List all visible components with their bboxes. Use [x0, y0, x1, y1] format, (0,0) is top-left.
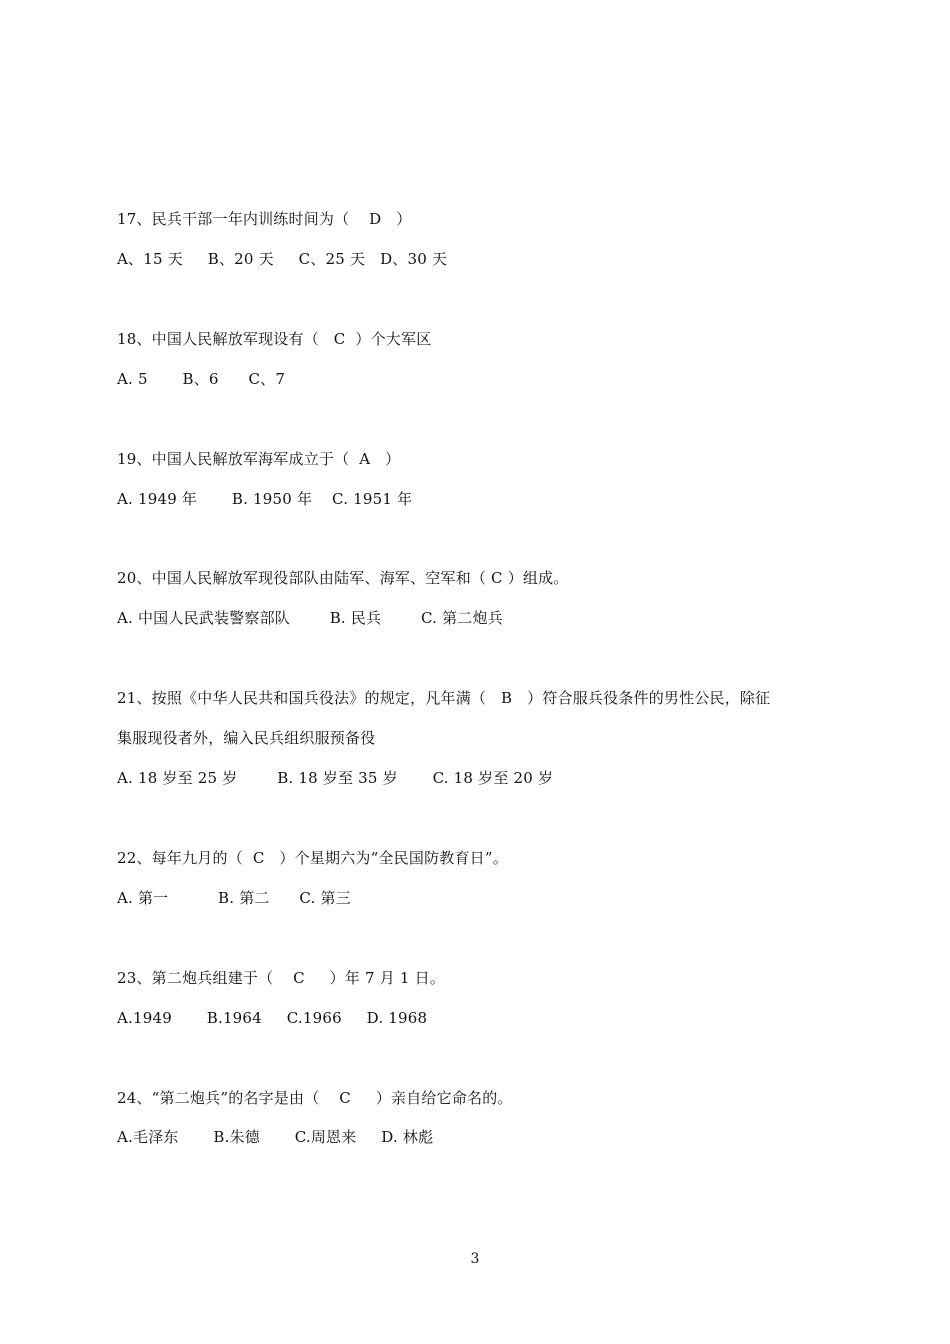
question-20-text: 20、中国人民解放军现役部队由陆军、海军、空军和（ C ）组成。 — [117, 569, 569, 587]
question-17-text: 17、民兵干部一年内训练时间为（ D ） — [117, 210, 412, 228]
question-17-options: A、15 天 B、20 天 C、25 天 D、30 天 — [117, 250, 448, 268]
question-21-text-line-1: 21、按照《中华人民共和国兵役法》的规定，凡年满（ B ）符合服兵役条件的男性公民，除征 — [117, 689, 771, 707]
question-19-options: A. 1949 年 B. 1950 年 C. 1951 年 — [117, 490, 413, 508]
question-24-text: 24、“第二炮兵”的名字是由（ C ）亲自给它命名的。 — [117, 1089, 513, 1107]
question-18-text: 18、中国人民解放军现设有（ C ）个大军区 — [117, 330, 432, 348]
question-21-options: A. 18 岁至 25 岁 B. 18 岁至 35 岁 C. 18 岁至 20 岁 — [117, 769, 554, 787]
question-21-text-line-2: 集服现役者外，编入民兵组织服预备役 — [117, 729, 376, 747]
question-23-text: 23、第二炮兵组建于（ C ）年 7 月 1 日。 — [117, 969, 446, 987]
question-24-options: A.毛泽东 B.朱德 C.周恩来 D. 林彪 — [117, 1128, 434, 1146]
question-20-options: A. 中国人民武装警察部队 B. 民兵 C. 第二炮兵 — [117, 609, 503, 627]
question-18-options: A. 5 B、6 C、7 — [117, 370, 286, 388]
question-22-text: 22、每年九月的（ C ）个星期六为“全民国防教育日”。 — [117, 849, 508, 867]
question-22-options: A. 第一 B. 第二 C. 第三 — [117, 889, 351, 907]
question-19-text: 19、中国人民解放军海军成立于（ A ） — [117, 450, 401, 468]
page-number: 3 — [470, 1251, 480, 1267]
question-23-options: A.1949 B.1964 C.1966 D. 1968 — [117, 1009, 428, 1027]
